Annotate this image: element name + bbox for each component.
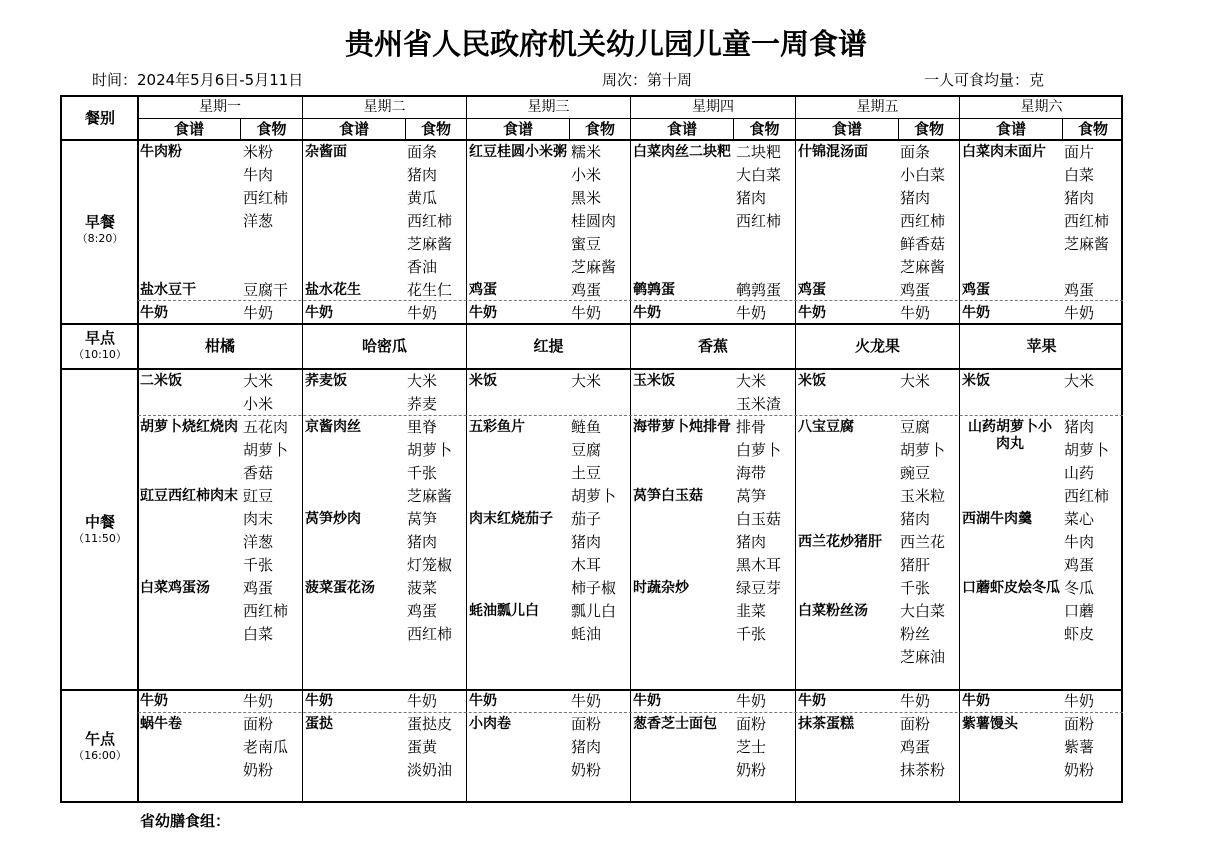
ingredient: 鲜香菇 [900, 235, 946, 253]
dish-name: 米饭 [962, 373, 990, 389]
ingredient: 面片 [1064, 143, 1095, 161]
ingredient: 里脊 [407, 418, 438, 436]
ingredient: 鲢鱼 [571, 418, 602, 436]
ingredient: 西红柿 [243, 189, 289, 207]
ingredient: 桂圆肉 [571, 212, 617, 230]
date-range: 时间：2024年5月6日-5月11日 [92, 71, 304, 89]
day-header: 星期二 [363, 99, 406, 115]
ingredient: 白玉菇 [736, 510, 782, 528]
snack-fruit: 柑橘 [204, 337, 235, 355]
divider [959, 95, 960, 803]
ingredient: 牛奶 [736, 692, 767, 710]
ingredient: 豇豆 [243, 487, 274, 505]
recipe-header: 食谱 [173, 120, 204, 138]
divider [466, 95, 467, 803]
dish-name: 什锦混汤面 [798, 144, 868, 160]
ingredient: 糯米 [571, 143, 602, 161]
dish-name: 二米饭 [140, 373, 182, 389]
ingredient: 猪肉 [736, 533, 767, 551]
recipe-header: 食谱 [502, 120, 533, 138]
dish-name: 玉米饭 [633, 373, 675, 389]
ingredient: 牛奶 [1064, 692, 1095, 710]
divider [302, 95, 303, 803]
ingredient: 鸡蛋 [1064, 556, 1095, 574]
ingredient: 肉末 [243, 510, 274, 528]
dish-name: 荞麦饭 [305, 373, 347, 389]
ingredient: 面粉 [243, 715, 274, 733]
ingredient: 鸡蛋 [900, 281, 931, 299]
snack-fruit: 哈密瓜 [361, 337, 407, 355]
dish-name: 蚝油瓢儿白 [469, 603, 539, 619]
ingredient: 牛奶 [900, 692, 931, 710]
ingredient: 冬瓜 [1064, 579, 1095, 597]
divider [137, 95, 139, 803]
snack-fruit: 火龙果 [854, 337, 900, 355]
ingredient: 面条 [407, 143, 438, 161]
food-header: 食物 [749, 120, 780, 138]
ingredient: 西红柿 [1064, 212, 1110, 230]
snack-fruit: 苹果 [1026, 337, 1057, 355]
ingredient: 荞麦 [407, 395, 438, 413]
recipe-header: 食谱 [831, 120, 862, 138]
ingredient: 牛奶 [1064, 304, 1095, 322]
dish-name: 白菜肉丝二块粑 [633, 144, 731, 160]
ingredient: 黑木耳 [736, 556, 782, 574]
ingredient: 牛奶 [407, 304, 438, 322]
dish-name: 白菜粉丝汤 [798, 603, 868, 619]
snack-fruit: 红提 [533, 337, 564, 355]
divider [795, 95, 796, 803]
ingredient: 猪肉 [900, 510, 931, 528]
footer-signature: 省幼膳食组： [140, 812, 231, 830]
ingredient: 牛奶 [243, 692, 274, 710]
dish-name: 西兰花炒猪肝 [798, 534, 882, 550]
ingredient: 牛奶 [571, 692, 602, 710]
dish-name: 牛肉粉 [140, 144, 182, 160]
ingredient: 洋葱 [243, 212, 274, 230]
ingredient: 鸡蛋 [571, 281, 602, 299]
ingredient: 奶粉 [243, 761, 274, 779]
ingredient: 鸡蛋 [243, 579, 274, 597]
ingredient: 鸡蛋 [1064, 281, 1095, 299]
ingredient: 玉米粒 [900, 487, 946, 505]
ingredient: 抹茶粉 [900, 761, 946, 779]
ingredient: 西红柿 [243, 602, 289, 620]
dish-name: 莴笋白玉菇 [633, 488, 703, 504]
day-header: 星期三 [527, 99, 570, 115]
day-header: 星期六 [1020, 99, 1063, 115]
ingredient: 千张 [407, 464, 438, 482]
ingredient: 芝麻油 [900, 648, 946, 666]
ingredient: 白菜 [243, 625, 274, 643]
ingredient: 猪肉 [571, 533, 602, 551]
ingredient: 灯笼椒 [407, 556, 453, 574]
dish-name: 白菜肉末面片 [962, 144, 1046, 160]
dish-name: 白菜鸡蛋汤 [140, 580, 210, 596]
dish-name: 京酱肉丝 [305, 419, 361, 435]
ingredient: 芝麻酱 [407, 235, 453, 253]
dish-name: 蜗牛卷 [140, 716, 182, 732]
ingredient: 海带 [736, 464, 767, 482]
ingredient: 猪肉 [736, 189, 767, 207]
food-header: 食物 [584, 120, 615, 138]
ingredient: 芝麻酱 [407, 487, 453, 505]
ingredient: 豆腐 [571, 441, 602, 459]
day-header: 星期五 [856, 99, 899, 115]
ingredient: 口蘑 [1064, 602, 1095, 620]
meal-label-lunch: 中餐 （11:50） [73, 513, 127, 545]
dish-name: 鹌鹑蛋 [633, 282, 675, 298]
dish-name: 鸡蛋 [798, 282, 826, 298]
ingredient: 大米 [571, 372, 602, 390]
ingredient: 大米 [407, 372, 438, 390]
ingredient: 白萝卜 [736, 441, 782, 459]
ingredient: 老南瓜 [243, 738, 289, 756]
ingredient: 小米 [243, 395, 274, 413]
ingredient: 西红柿 [407, 212, 453, 230]
ingredient: 排骨 [736, 418, 767, 436]
dish-name: 葱香芝士面包 [633, 716, 717, 732]
ingredient: 小米 [571, 166, 602, 184]
ingredient: 豌豆 [900, 464, 931, 482]
dish-name: 豇豆西红柿肉末 [140, 488, 238, 504]
ingredient: 蛋黄 [407, 738, 438, 756]
dish-name: 牛奶 [305, 305, 333, 321]
ingredient: 大米 [736, 372, 767, 390]
ingredient: 牛奶 [736, 304, 767, 322]
ingredient: 西红柿 [1064, 487, 1110, 505]
ingredient: 大米 [900, 372, 931, 390]
ingredient: 芝麻酱 [1064, 235, 1110, 253]
week-number: 周次：第十周 [602, 71, 693, 89]
ingredient: 芝麻酱 [571, 258, 617, 276]
ingredient: 胡萝卜 [407, 441, 453, 459]
dish-name: 时蔬杂炒 [633, 580, 689, 596]
ingredient: 虾皮 [1064, 625, 1095, 643]
ingredient: 猪肉 [407, 533, 438, 551]
recipe-header: 食谱 [995, 120, 1026, 138]
dish-name: 西湖牛肉羹 [962, 511, 1032, 527]
ingredient: 大白菜 [900, 602, 946, 620]
food-header: 食物 [420, 120, 451, 138]
ingredient: 猪肉 [1064, 189, 1095, 207]
ingredient: 猪肉 [1064, 418, 1095, 436]
dish-name: 盐水花生 [305, 282, 361, 298]
ingredient: 西红柿 [407, 625, 453, 643]
dish-name: 八宝豆腐 [798, 419, 854, 435]
ingredient: 洋葱 [243, 533, 274, 551]
ingredient: 香菇 [243, 464, 274, 482]
ingredient: 豆腐 [900, 418, 931, 436]
dish-name: 牛奶 [798, 693, 826, 709]
ingredient: 米粉 [243, 143, 274, 161]
ingredient: 猪肉 [900, 189, 931, 207]
food-header: 食物 [913, 120, 944, 138]
ingredient: 奶粉 [1064, 761, 1095, 779]
meal-label-afternoon: 午点 （16:00） [73, 730, 127, 762]
ingredient: 大米 [1064, 372, 1095, 390]
ingredient: 莴笋 [407, 510, 438, 528]
ingredient: 玉米渣 [736, 395, 782, 413]
ingredient: 蚝油 [571, 625, 602, 643]
divider [630, 95, 631, 803]
dish-name: 胡萝卜烧红烧肉 [140, 419, 238, 435]
ingredient: 胡萝卜 [900, 441, 946, 459]
dish-name: 抹茶蛋糕 [798, 716, 854, 732]
ingredient: 面粉 [736, 715, 767, 733]
day-header: 星期四 [692, 99, 734, 115]
ingredient: 白菜 [1064, 166, 1095, 184]
dish-name: 山药胡萝卜小肉丸 [968, 419, 1052, 452]
ingredient: 猪肉 [571, 738, 602, 756]
meal-column-header: 餐别 [84, 109, 115, 127]
ingredient: 黄瓜 [407, 189, 438, 207]
ingredient: 牛奶 [571, 304, 602, 322]
dish-name: 牛奶 [962, 693, 990, 709]
ingredient: 西兰花 [900, 533, 946, 551]
ingredient: 蜜豆 [571, 235, 602, 253]
ingredient: 蛋挞皮 [407, 715, 453, 733]
ingredient: 面粉 [1064, 715, 1095, 733]
ingredient: 莴笋 [736, 487, 767, 505]
ingredient: 牛肉 [243, 166, 274, 184]
snack-fruit: 香蕉 [697, 337, 728, 355]
ingredient: 千张 [900, 579, 931, 597]
ingredient: 土豆 [571, 464, 602, 482]
ingredient: 鹌鹑蛋 [736, 281, 782, 299]
dish-name: 牛奶 [469, 305, 497, 321]
meal-label-snack: 早点 （10:10） [73, 329, 127, 361]
ingredient: 绿豆芽 [736, 579, 782, 597]
dish-name: 莴笋炒肉 [305, 511, 361, 527]
ingredient: 大米 [243, 372, 274, 390]
dish-name: 口蘑虾皮烩冬瓜 [962, 580, 1060, 596]
ingredient: 面粉 [900, 715, 931, 733]
ingredient: 鸡蛋 [900, 738, 931, 756]
dish-name: 紫薯馒头 [962, 716, 1018, 732]
page-title: 贵州省人民政府机关幼儿园儿童一周食谱 [344, 27, 867, 61]
dish-name: 五彩鱼片 [469, 419, 525, 435]
ingredient: 木耳 [571, 556, 602, 574]
dish-name: 牛奶 [798, 305, 826, 321]
recipe-header: 食谱 [666, 120, 697, 138]
dish-name: 牛奶 [962, 305, 990, 321]
ingredient: 千张 [243, 556, 274, 574]
dish-name: 米饭 [469, 373, 497, 389]
dish-name: 肉末红烧茄子 [469, 511, 553, 527]
ingredient: 五花肉 [243, 418, 289, 436]
ingredient: 淡奶油 [407, 761, 453, 779]
dish-name: 小肉卷 [469, 716, 511, 732]
dish-name: 菠菜蛋花汤 [305, 580, 375, 596]
ingredient: 紫薯 [1064, 738, 1095, 756]
ingredient: 牛奶 [900, 304, 931, 322]
day-header: 星期一 [199, 99, 241, 115]
ingredient: 花生仁 [407, 281, 453, 299]
dish-name: 鸡蛋 [469, 282, 497, 298]
recipe-header: 食谱 [338, 120, 369, 138]
ingredient: 柿子椒 [571, 579, 617, 597]
ingredient: 胡萝卜 [1064, 441, 1110, 459]
dish-name: 牛奶 [469, 693, 497, 709]
ingredient: 奶粉 [571, 761, 602, 779]
ingredient: 面粉 [571, 715, 602, 733]
ingredient: 芝士 [736, 738, 767, 756]
dish-name: 红豆桂圆小米粥 [469, 144, 567, 160]
dish-name: 牛奶 [305, 693, 333, 709]
ingredient: 豆腐干 [243, 281, 289, 299]
ingredient: 西红柿 [900, 212, 946, 230]
quantity-unit: 一人可食均量：克 [924, 71, 1045, 89]
dish-name: 盐水豆干 [140, 282, 196, 298]
ingredient: 茄子 [571, 510, 602, 528]
food-header: 食物 [256, 120, 287, 138]
dish-name: 米饭 [798, 373, 826, 389]
dish-name: 蛋挞 [305, 716, 333, 732]
ingredient: 大白菜 [736, 166, 782, 184]
ingredient: 香油 [407, 258, 438, 276]
ingredient: 牛奶 [243, 304, 274, 322]
ingredient: 山药 [1064, 464, 1095, 482]
dish-name: 牛奶 [140, 693, 168, 709]
meal-label-breakfast: 早餐 （8:20） [76, 213, 124, 245]
ingredient: 猪肉 [407, 166, 438, 184]
ingredient: 西红柿 [736, 212, 782, 230]
ingredient: 二块粑 [736, 143, 782, 161]
ingredient: 牛肉 [1064, 533, 1095, 551]
ingredient: 猪肝 [900, 556, 931, 574]
ingredient: 芝麻酱 [900, 258, 946, 276]
ingredient: 胡萝卜 [243, 441, 289, 459]
ingredient: 胡萝卜 [571, 487, 617, 505]
ingredient: 菠菜 [407, 579, 438, 597]
ingredient: 千张 [736, 625, 767, 643]
ingredient: 鸡蛋 [407, 602, 438, 620]
dish-name: 杂酱面 [305, 144, 347, 160]
ingredient: 粉丝 [900, 625, 931, 643]
dish-name: 牛奶 [140, 305, 168, 321]
ingredient: 韭菜 [736, 602, 767, 620]
dish-name: 牛奶 [633, 305, 661, 321]
ingredient: 菜心 [1064, 510, 1095, 528]
dish-name: 海带萝卜炖排骨 [633, 419, 731, 435]
dish-name: 鸡蛋 [962, 282, 990, 298]
ingredient: 奶粉 [736, 761, 767, 779]
food-header: 食物 [1077, 120, 1108, 138]
ingredient: 牛奶 [407, 692, 438, 710]
dish-name: 牛奶 [633, 693, 661, 709]
ingredient: 小白菜 [900, 166, 946, 184]
ingredient: 瓢儿白 [571, 602, 617, 620]
ingredient: 面条 [900, 143, 931, 161]
ingredient: 黑米 [571, 189, 602, 207]
